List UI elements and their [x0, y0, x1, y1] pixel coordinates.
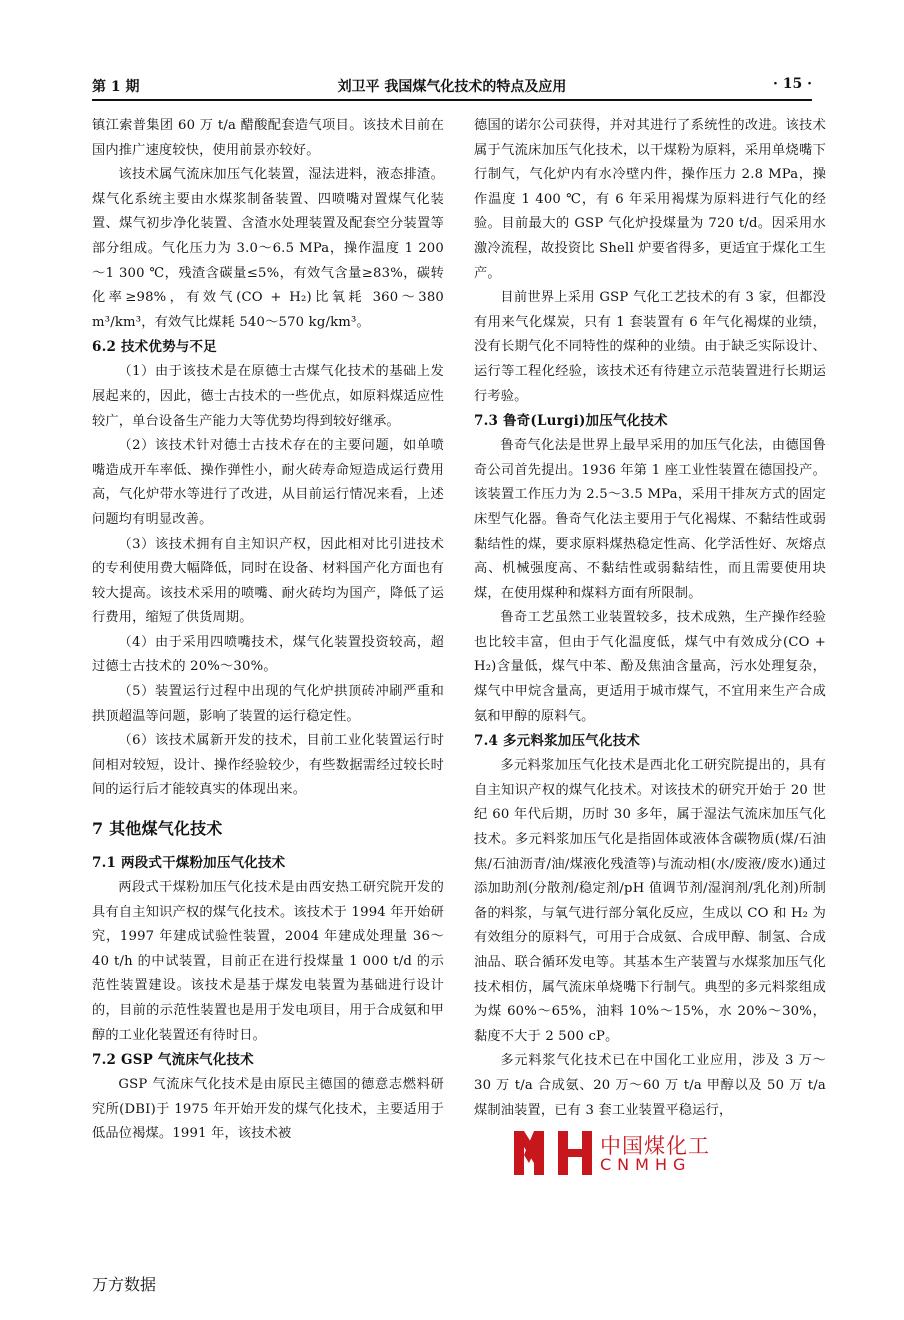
list-item: （1）由于该技术是在原德士古煤气化技术的基础上发展起来的，因此，德士古技术的一些优点，如原料煤适应性较广，单台设备生产能力大等优势均得到较好继承。	[92, 364, 444, 429]
issue-number: 第 1 期	[92, 79, 140, 95]
list-item: （6）该技术属新开发的技术，目前工业化装置运行时间相对较短，设计、操作经验较少，有些数据需经过较长时间的运行后才能较真实的体现出来。	[92, 733, 444, 798]
paragraph: 鲁奇气化法是世界上最早采用的加压气化法，由德国鲁奇公司首先提出。1936 年第 1 座工业性装置在德国投产。该装置工作压力为 2.5～3.5 MPa，采用干排灰方式的固定床型气化器。鲁奇气化法主要用于气化褐煤、不黏结性或弱黏结性的煤，要求原料煤热稳定性高、化学活性好、灰熔点高、机械强度高、不黏结性或弱黏结性，而且需要使用块煤，在使用煤种和煤料方面有所限制。	[474, 438, 826, 601]
left-column	[92, 114, 444, 1147]
list-item: （4）由于采用四喷嘴技术，煤气化装置投资较高，超过德士古技术的 20%～30%。	[92, 634, 444, 675]
section-heading-7-2: 7.2 GSP 气流床气化技术	[92, 1052, 254, 1069]
paragraph: 多元料浆加压气化技术是西北化工研究院提出的，具有自主知识产权的煤气化技术。对该技术的研究开始于 20 世纪 60 年代后期，历时 30 多年，属于湿法气流床加压气化技术。多元料浆加压气化是指固体或液体含碳物质(煤/石油焦/石油沥青/油/煤液化残渣等)与流动相(水/废液/废水)通过添加助剂(分散剂/稳定剂/pH 值调节剂/湿润剂/乳化剂)所制备的料浆，与氧气进行部分氧化反应，生成以 CO 和 H₂ 为有效组分的原料气，可用于合成氨、合成甲醇、制氢、合成油品、联合循环发电等。其基本生产装置与水煤浆加压气化技术相仿，属气流床单烧嘴下行制气。典型的多元料浆组成为煤 60%～65%，油料 10%～15%，水 20%～30%，黏度不大于 2 500 cP。	[474, 758, 826, 1044]
list-item: （3）该技术拥有自主知识产权，因此相对比引进技术的专利使用费大幅降低，同时在设备、材料国产化方面也有较大提高。该技术采用的喷嘴、耐火砖均为国产，降低了运行费用，缩短了供货周期。	[92, 536, 444, 626]
right-column	[474, 114, 826, 1123]
watermark-logo	[508, 1127, 708, 1179]
footer-source: 万方数据	[92, 1275, 157, 1294]
paragraph: 该技术属气流床加压气化装置，湿法进料，液态排渣。煤气化系统主要由水煤浆制备装置、四喷嘴对置煤气化装置、煤气初步净化装置、含渣水处理装置及配套空分装置等部分组成。气化压力为 3.0～6.5 MPa，操作温度 1 200～1 300 ℃，残渣含碳量≤5%，有效气含量≥83%，碳转化率≥98%，有效气(CO + H₂)比氧耗 360～380 m³/km³，有效气比煤耗 540～570 kg/km³。	[92, 167, 444, 330]
section-heading-6-2: 6.2 技术优势与不足	[92, 339, 217, 356]
page-number: · 15 ·	[773, 76, 812, 92]
paragraph: 镇江索普集团 60 万 t/a 醋酸配套造气项目。该技术目前在国内推广速度较快，使用前景亦较好。	[92, 118, 444, 158]
list-item: （2）该技术针对德士古技术存在的主要问题，如单喷嘴造成开车率低、操作弹性小，耐火砖寿命短造成运行费用高，气化炉带水等进行了改进，从目前运行情况来看，上述问题均有明显改善。	[92, 438, 444, 527]
paragraph: 目前世界上采用 GSP 气化工艺技术的有 3 家，但都没有用来气化煤炭，只有 1 套装置有 6 年气化褐煤的业绩，没有长期气化不同特性的煤种的业绩。由于缺乏实际设计、运行等工程化经验，该技术还有待建立示范装置进行长期运行考验。	[474, 290, 826, 404]
section-heading-7-1: 7.1 两段式干煤粉加压气化技术	[92, 855, 286, 872]
article-title: 刘卫平 我国煤气化技术的特点及应用	[337, 79, 567, 95]
section-heading-7: 7 其他煤气化技术	[92, 819, 223, 839]
watermark-cn: 中国煤化工	[600, 1134, 710, 1158]
section-heading-7-4: 7.4 多元料浆加压气化技术	[474, 733, 640, 750]
paragraph: 多元料浆气化技术已在中国化工业应用，涉及 3 万～30 万 t/a 合成氨、20 万～60 万 t/a 甲醇以及 50 万 t/a 煤制油装置，已有 3 套工业装置平稳运行，	[474, 1053, 826, 1118]
section-heading-7-3: 7.3 鲁奇(Lurgi)加压气化技术	[474, 413, 668, 430]
paragraph: 德国的诺尔公司获得，并对其进行了系统性的改进。该技术属于气流床加压气化技术，以干煤粉为原料，采用单烧嘴下行制气，气化炉内有水冷壁内件，操作压力 2.8 MPa，操作温度 1 400 ℃，有 6 年采用褐煤为原料进行气化的经验。目前最大的 GSP 气化炉投煤量为 720 t/d。因采用水激冷流程，故投资比 Shell 炉要省得多，更适宜于煤化工生产。	[474, 118, 826, 281]
paragraph: GSP 气流床气化技术是由原民主德国的德意志燃料研究所(DBI)于 1975 年开始开发的煤气化技术，主要适用于低品位褐煤。1991 年，该技术被	[92, 1077, 444, 1142]
cnmhg-logo-icon	[508, 1127, 598, 1179]
running-header	[92, 70, 812, 96]
list-item: （5）装置运行过程中出现的气化炉拱顶砖冲刷严重和拱顶超温等问题，影响了装置的运行稳定性。	[92, 684, 444, 724]
header-rule	[92, 99, 812, 101]
watermark-en: CNMHG	[600, 1155, 692, 1174]
paragraph: 鲁奇工艺虽然工业装置较多，技术成熟，生产操作经验也比较丰富，但由于气化温度低，煤气中有效成分(CO + H₂)含量低，煤气中苯、酚及焦油含量高，污水处理复杂，煤气中甲烷含量高，更适用于城市煤气，不宜用来生产合成氨和甲醇的原料气。	[474, 610, 826, 724]
paragraph: 两段式干煤粉加压气化技术是由西安热工研究院开发的具有自主知识产权的煤气化技术。该技术于 1994 年开始研究，1997 年建成试验性装置，2004 年建成处理量 36～40 t/h 的中试装置，目前正在进行投煤量 1 000 t/d 的示范性装置建设。该技术是基于煤发电装置为基础进行设计的，目前的示范性装置也是用于发电项目，用于合成氨和甲醇的工业化装置还有待时日。	[92, 880, 444, 1043]
